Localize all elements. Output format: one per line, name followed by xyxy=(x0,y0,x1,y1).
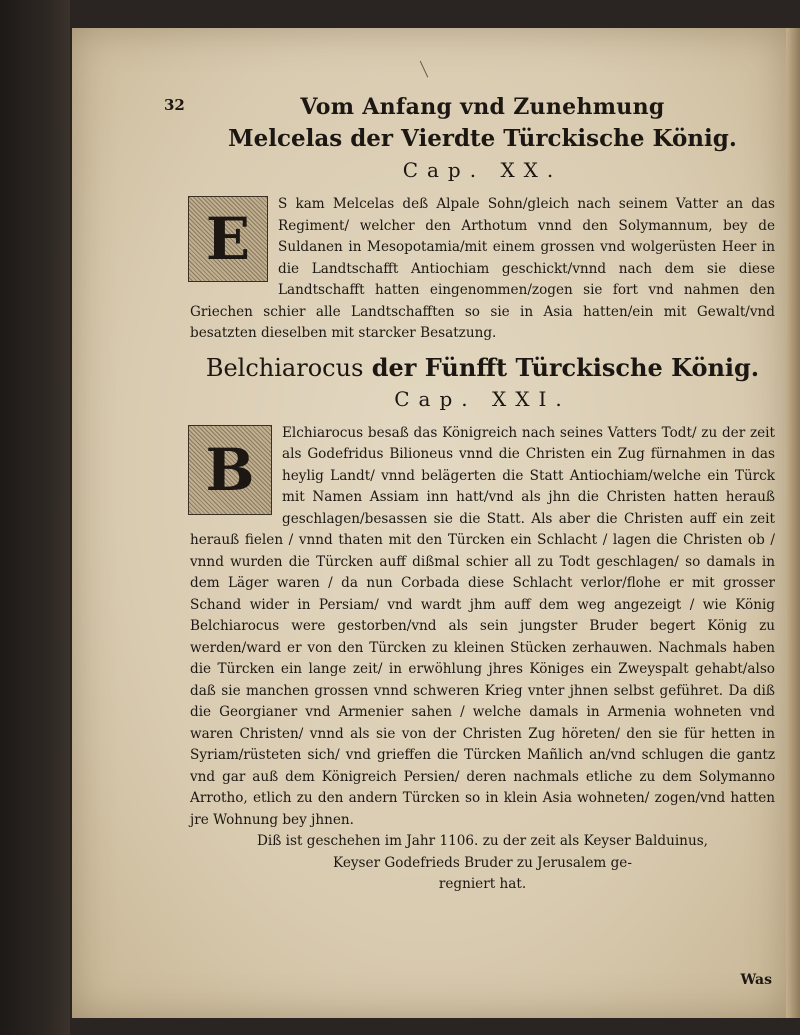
initial-letter: B xyxy=(205,435,255,504)
page-text xyxy=(164,90,775,896)
chapter-title-rest: der Fünfft Türckische König. xyxy=(363,352,760,382)
catchword: Was xyxy=(740,972,772,988)
closing-line: Keyser Godefrieds Bruder zu Jerusalem ge- xyxy=(333,854,632,871)
page-header xyxy=(164,90,775,124)
book-binding-edge xyxy=(0,0,70,1035)
decorated-initial xyxy=(188,196,268,282)
paragraph-text: S kam Melcelas deß Alpale Sohn/gleich nach seinem Vatter an das Regiment/ welcher den Arthotum vnnd den Solymannum, bey de Suldanen in Mesopotamia/mit einem grossen vnd wolgerüsten Heer in die Landtschafft Antiochiam geschickt/vnnd nach dem sie diese Landtschafft hatten eingenommen/zogen sie fort vnd nahmen den Griechen schier alle Landtschafften so sie in Asia hatten/ein mit Gewalt/vnd besatzten dieselben mit starcker Besatzung. xyxy=(190,196,775,341)
chapter-title: Melcelas der Vierdte Türckische König. xyxy=(228,125,737,152)
running-title: Vom Anfang vnd Zunehmung xyxy=(300,94,665,120)
page-number: 32 xyxy=(164,96,185,114)
decorated-initial xyxy=(188,425,272,515)
initial-letter: E xyxy=(205,205,251,273)
closing-line: regniert hat. xyxy=(438,876,527,892)
chapter-number: Cap. XX. xyxy=(402,158,563,182)
page-edge xyxy=(786,28,800,1018)
chapter-title-name: Belchiarocus xyxy=(205,353,364,382)
chapter-paragraph xyxy=(190,194,775,345)
closing-line: Diß ist geschehen im Jahr 1106. zu der zeit als Keyser Balduinus, xyxy=(257,833,708,849)
chapter-paragraph xyxy=(190,423,775,832)
chapter-number: Cap. XXI. xyxy=(394,386,571,411)
chapter-title xyxy=(190,353,775,383)
paragraph-text: Elchiarocus besaß das Königreich nach seines Vatters Todt/ zu der zeit als Godefridus Bilioneus vnnd die Christen ein Zug fürnahmen in das heylig Landt/ vnnd belägerten die Statt Antiochiam/welche ein Türck mit Namen Assiam inn hatt/vnd als jhn die Christen hatten herauß geschlagen/besassen sie die Statt. Als aber die Christen auff ein zeit herauß fielen / vnnd thaten mit den Türcken ein Schlacht / lagen die Christen ob / vnnd wurden die Türcken auff dißmal schier all zu Todt geschlagen/ so damals in dem Läger waren / da nun Corbada diese Schlacht verlor/flohe er mit grosser Schand wider in Persiam/ vnd wardt jhm auff dem weg angezeigt / wie König Belchiarocus were gestorben/vnd als sein jungster Bruder begert König zu werden/ward er von den Türcken zu kleinen Stücken zerhauwen. Nachmals haben die Türcken ein lange zeit/ in erwöhlung jhres Königes ein Zweyspalt gehabt/also daß sie manchen grossen vnnd schweren Krieg vnter jhnen selbst geführet. Da diß die Georgianer vnd Armenier sahen / welche damals in Armenia wohneten vnd waren Christen/ vnnd als sie von der Christen Zug höreten/ den sie für hetten in Syriam/rüsteten sich/ vnd grieffen die Türcken Mañlich an/vnd schlugen die gantz vnd gar auß dem Königreich Persien/ deren nachmals etliche zu dem Solymanno Arrotho, etlich zu den andern Türcken so in klein Asia wohneten/ zogen/vnd hatten jre Wohnung bey jhnen. xyxy=(190,424,775,828)
